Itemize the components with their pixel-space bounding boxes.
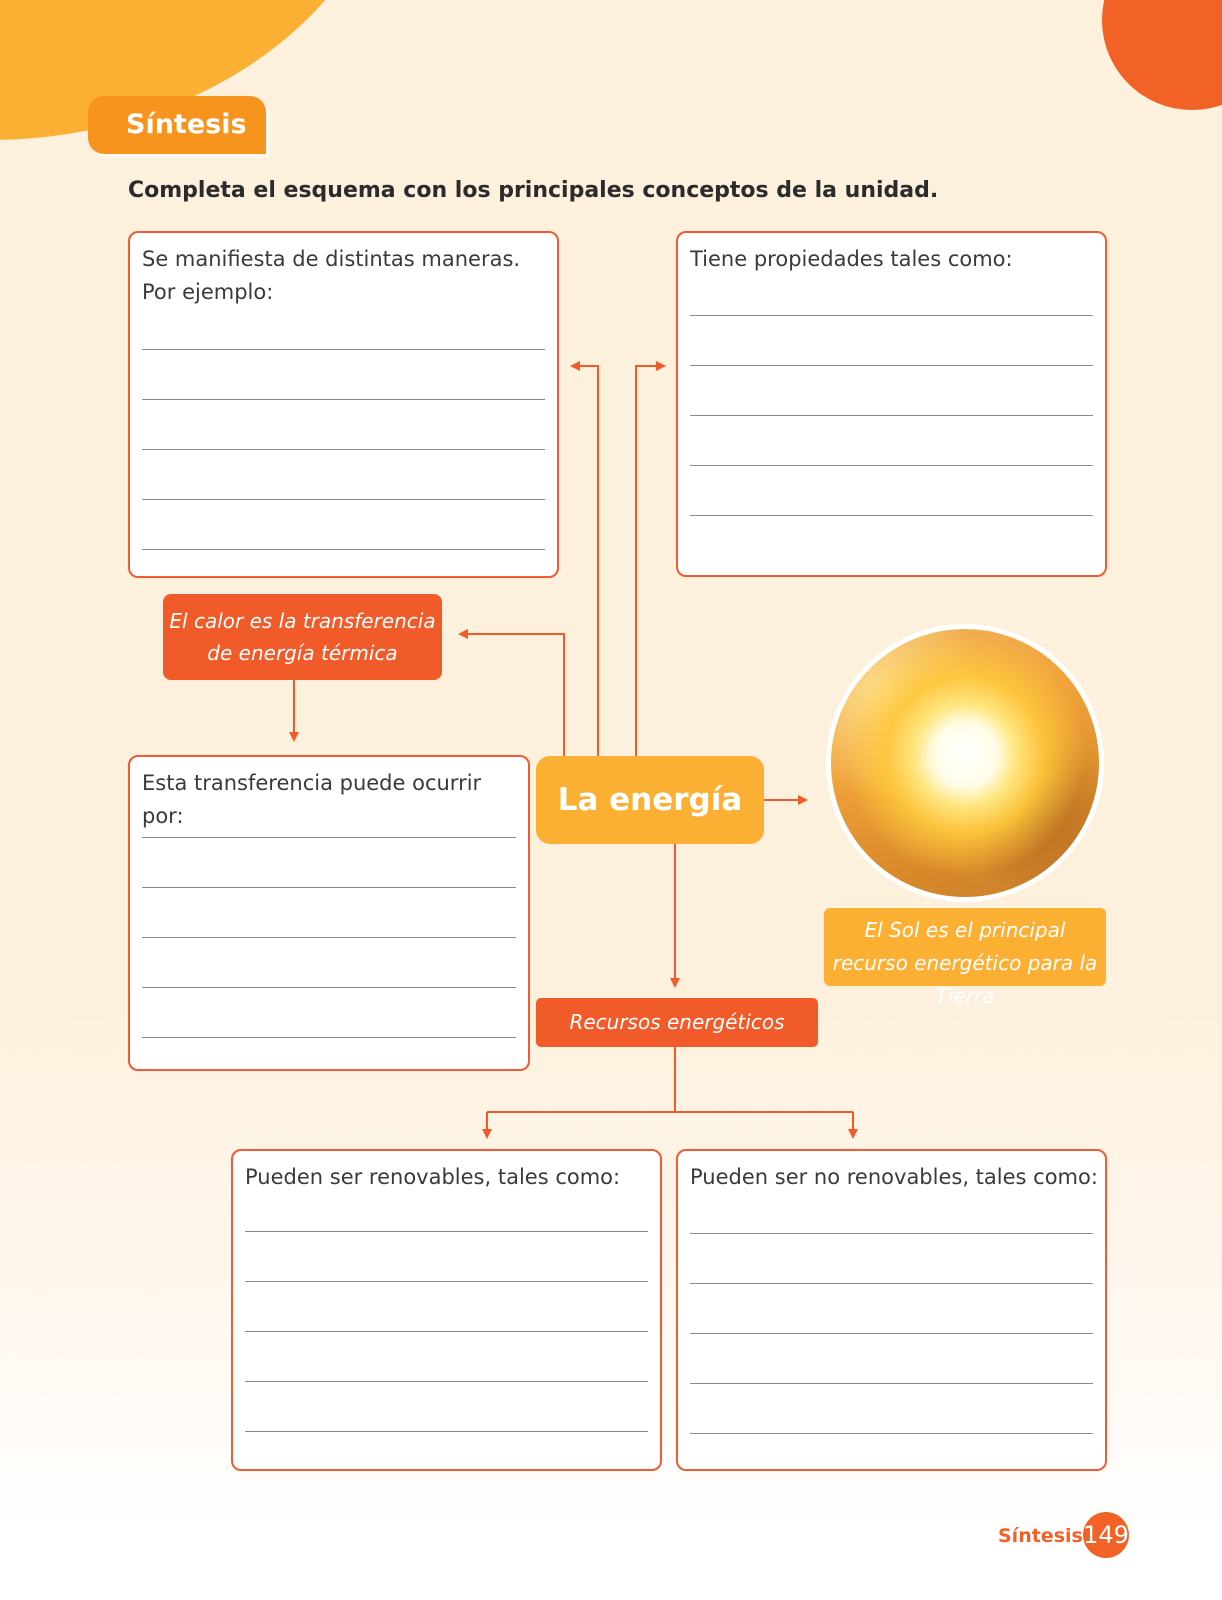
energy-resources-node: Recursos energéticos: [536, 998, 818, 1047]
sun-caption: El Sol es el principal recurso energético para la Tierra: [824, 908, 1106, 986]
instruction-text: Completa el esquema con los principales conceptos de la unidad.: [128, 178, 939, 203]
footer-section-label: Síntesis: [998, 1525, 1083, 1547]
renewables-prompt: Pueden ser renovables, tales como:: [245, 1165, 621, 1189]
manifestations-prompt: Se manifiesta de distintas maneras. Por ejemplo:: [142, 247, 521, 304]
heat-definition-node: El calor es la transferencia de energía térmica: [163, 594, 442, 680]
section-tab: Síntesis: [88, 96, 266, 154]
transfer-prompt: Esta transferencia puede ocurrir por:: [142, 771, 482, 828]
central-node-energy: La energía: [536, 756, 764, 844]
arrow-to-manifestations: [572, 366, 598, 756]
arrow-to-properties: [636, 366, 664, 756]
properties-prompt: Tiene propiedades tales como:: [690, 247, 1013, 271]
non-renewables-prompt: Pueden ser no renovables, tales como:: [690, 1165, 1098, 1189]
page-number: 149: [1083, 1512, 1129, 1558]
arrow-to-heat: [460, 634, 564, 756]
resources-branch-line: [487, 1047, 853, 1112]
